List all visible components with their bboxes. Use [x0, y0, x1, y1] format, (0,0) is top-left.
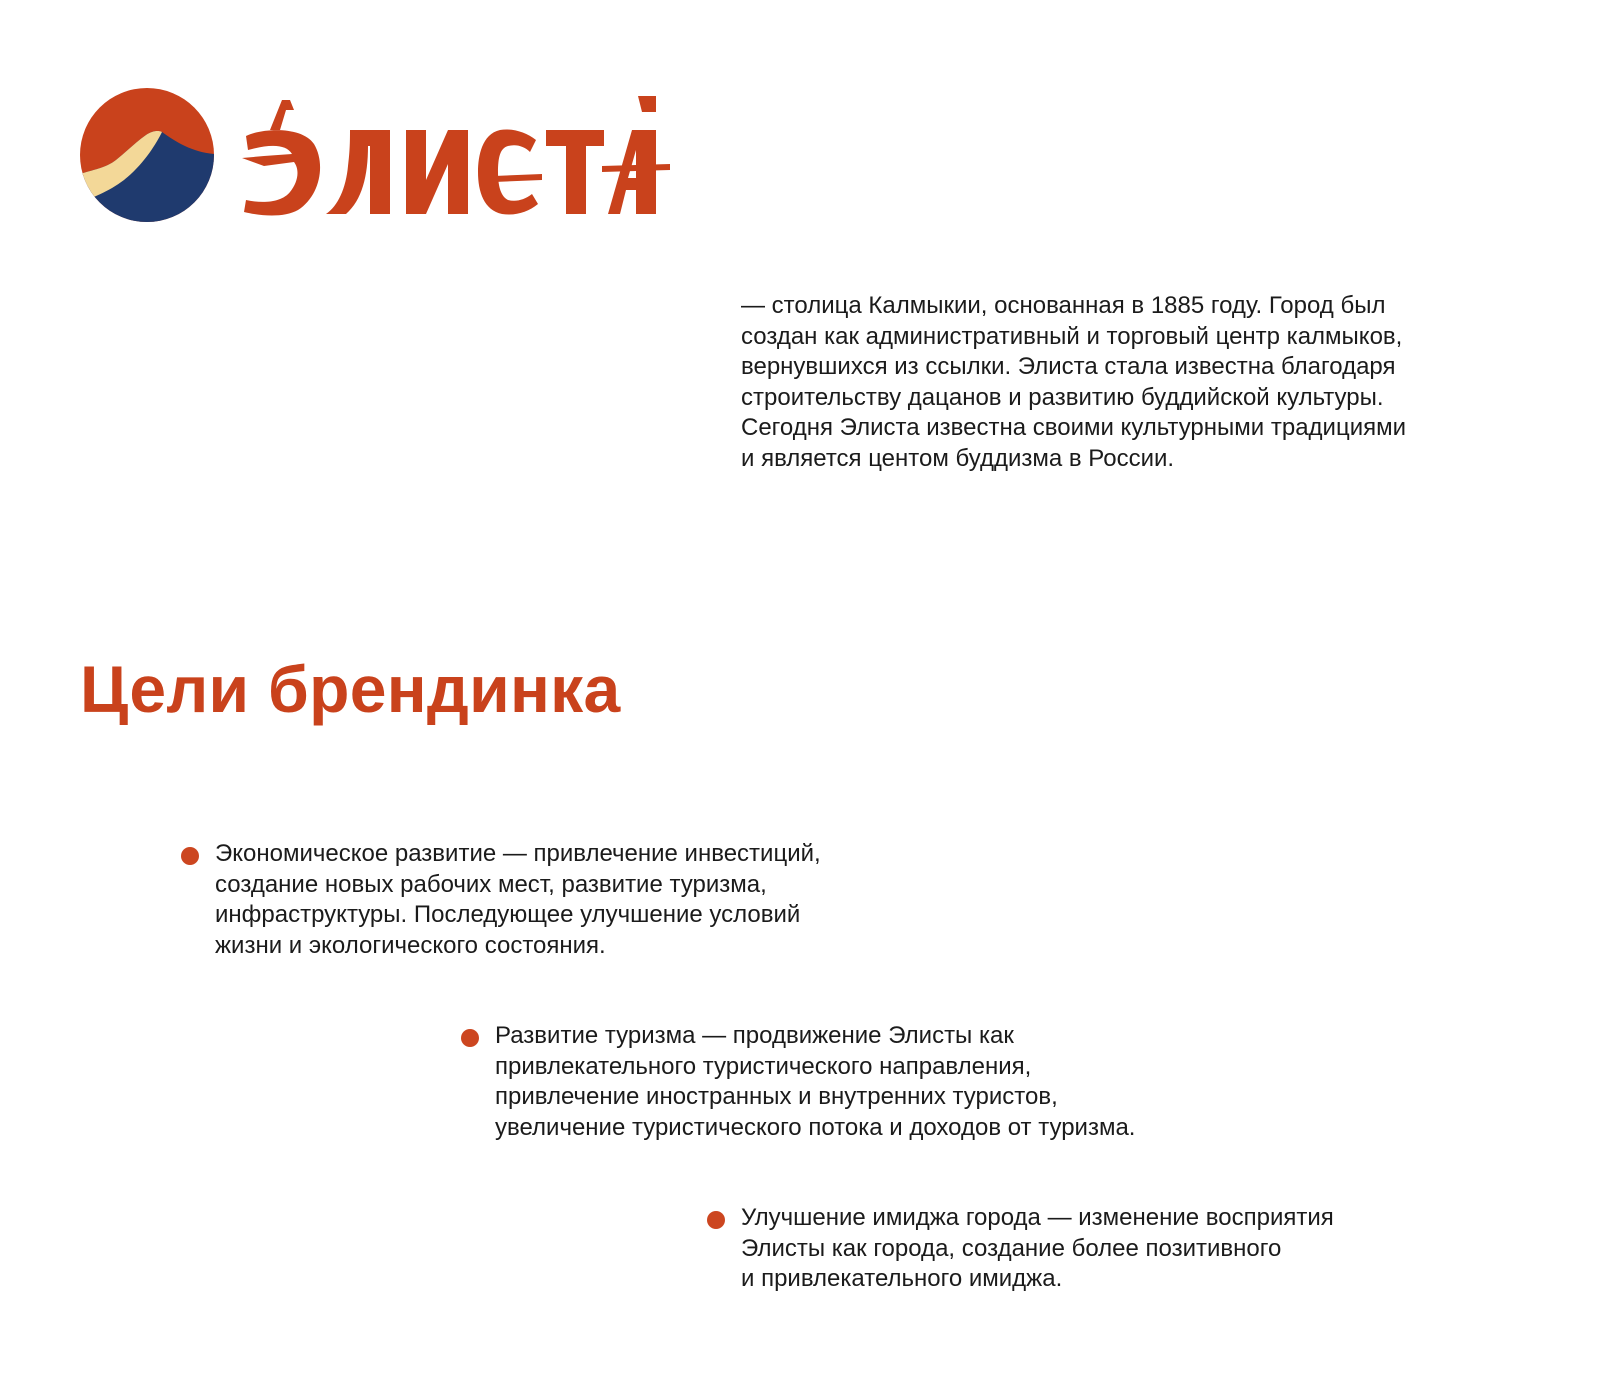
bullet-dot-icon: [707, 1211, 725, 1229]
city-description: — столица Калмыкии, основанная в 1885 году. Город был создан как административный и торговый центр калмыков, вернувшихся из ссылки. Элиста стала известна благодаря строительству дацанов и развитию буддийской культуры. Сегодня Элиста известна своими культурными традициями и является центом буддизма в России.: [741, 292, 1407, 472]
goal-text: Улучшение имиджа города — изменение восприятия Элисты как города, создание более позитивного и привлекательного имиджа.: [741, 1204, 1334, 1292]
elista-wordmark: [242, 96, 672, 218]
sun-mountain-emblem-icon: [80, 88, 214, 222]
goal-item: [181, 839, 821, 961]
goal-text: Экономическое развитие — привлечение инвестиций, создание новых рабочих мест, развитие туризма, инфраструктуры. Последующее улучшение условий жизни и экологического состояния.: [215, 840, 821, 959]
section-title: Цели брендинка: [80, 652, 621, 726]
bullet-dot-icon: [181, 847, 199, 865]
bullet-dot-icon: [461, 1029, 479, 1047]
goal-text: Развитие туризма — продвижение Элисты как привлекательного туристического направления, привлечение иностранных и внутренних туристов, увеличение туристического потока и доходов от туризма.: [495, 1022, 1136, 1141]
city-logo: [80, 88, 680, 228]
goal-item: [461, 1021, 1135, 1143]
goal-item: [707, 1203, 1334, 1295]
